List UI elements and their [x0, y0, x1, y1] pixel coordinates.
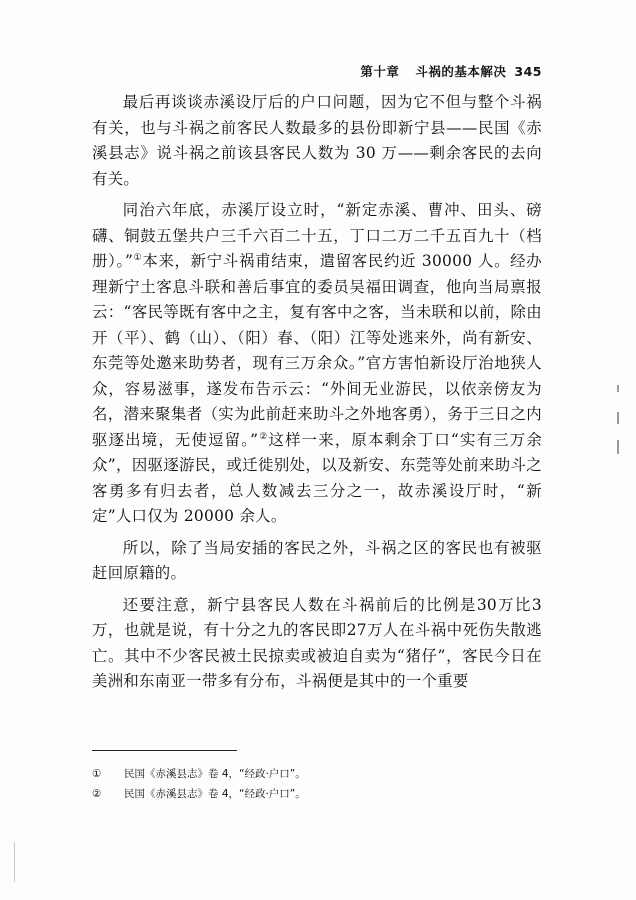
scan-artifact-left [14, 842, 15, 882]
footnote-1-text: 民国《赤溪县志》卷 4，“经政·户口”。 [124, 768, 306, 780]
section-title: 斗祸的基本解决 [415, 64, 507, 79]
footnote-1-mark: ① [92, 768, 102, 780]
scan-artifact-right-2 [617, 412, 619, 424]
paragraph-1: 最后再谈谈赤溪设厅后的户口问题，因为它不但与整个斗祸有关，也与斗祸之前客民人数最多的县份即新宁县——民国《赤溪县志》说斗祸之前该县客民人数为 30 万——剩余客民的去向有关。 [92, 93, 542, 188]
footnote-1 [92, 764, 512, 784]
footnote-2 [92, 784, 512, 804]
paragraph-2-text-a: 同治六年底，赤溪厅设立时，“新定赤溪、曹冲、田头、磅礴、铜鼓五堡共户三千六百二十五，丁口二万二千五百九十（档册）。” [92, 201, 542, 270]
footnote-ref-2: ② [258, 431, 269, 442]
scan-artifact-right-3 [617, 440, 619, 454]
footnote-divider [92, 750, 237, 751]
paragraph-2-text-c: 这样一来，原本剩余丁口“实有三万余众”，因驱逐游民，或迁徙别处，以及新安、东莞等处前来助斗之客勇多有归去者，总人数减去三分之一，故赤溪设厅时，“新定”人口仅为 20000 余人。 [92, 430, 543, 525]
scan-artifact-right-1 [617, 385, 619, 392]
chapter-label: 第十章 [360, 64, 400, 79]
footnote-2-mark: ② [92, 788, 102, 800]
footnote-ref-1: ① [133, 252, 143, 263]
paragraph-2 [92, 198, 542, 530]
footnotes [92, 764, 512, 804]
footnote-2-text: 民国《赤溪县志》卷 4，“经政·户口”。 [124, 788, 306, 800]
paragraph-3: 所以，除了当局安插的客民之外，斗祸之区的客民也有被驱赶回原籍的。 [92, 538, 542, 582]
paragraph-2-text-b: 本来，新宁斗祸甫结束，遣留客民约近 30000 人。经办理新宁土客息斗联和善后事宜的委员吴福田调查，他向当局禀报云：“客民等既有客中之主，复有客中之客，当未联和以前，除由开（平）、鹤（山）、（阳）春、（阳）江等处逃来外，尚有新安、东莞等处邀来助势者，现有三万余众。”官方害怕新设厅治地狭人众，容易滋事，遂发布告示云：“外间无业游民，以依亲傍友为名，潜来聚集者（实为此前赶来助斗之外地客勇），务于三日之内驱逐出境，无使逗留。” [92, 252, 542, 449]
page-number: 345 [514, 64, 542, 79]
paragraph-4: 还要注意，新宁县客民人数在斗祸前后的比例是30万比3万，也就是说，有十分之九的客民即27万人在斗祸中死伤失散逃亡。其中不少客民被土民掠卖或被迫自卖为“猪仔”，客民今日在美洲和东南亚一带多有分布，斗祸便是其中的一个重要 [92, 595, 542, 690]
body-text [92, 90, 542, 695]
running-header [360, 62, 542, 80]
